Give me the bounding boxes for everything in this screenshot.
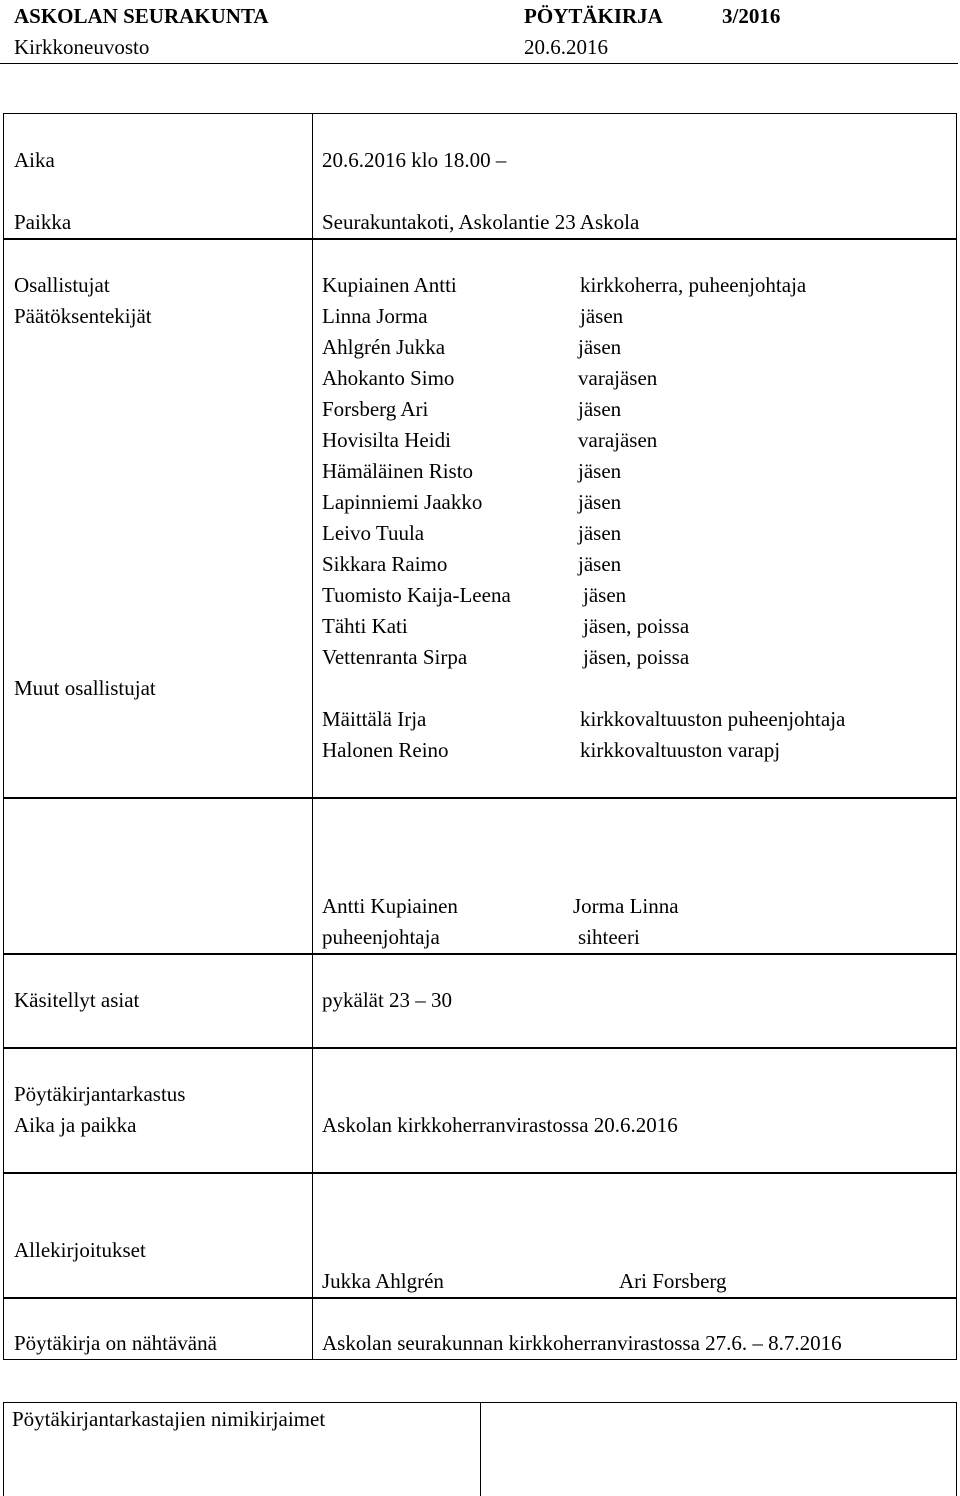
member-role: jäsen, poissa [583,614,690,638]
other-participant-role: kirkkovaltuuston varapj [580,738,781,762]
other-participant-role: kirkkovaltuuston puheenjohtaja [580,707,846,731]
member-role: jäsen [583,583,627,607]
other-participants-label: Muut osallistujat [14,676,156,700]
member-name: Sikkara Raimo [322,552,448,576]
row-separator [3,1047,957,1049]
member-name: Lapinniemi Jaakko [322,490,483,514]
member-name: Forsberg Ari [322,397,429,421]
time-label: Aika [14,148,55,172]
initials-label: Pöytäkirjantarkastajien nimikirjaimet [12,1407,326,1431]
member-role: kirkkoherra, puheenjohtaja [580,273,807,297]
place-label: Paikka [14,210,72,234]
member-role: jäsen [578,521,622,545]
row-separator [3,1297,957,1299]
member-role: jäsen [578,490,622,514]
display-value: Askolan seurakunnan kirkkoherranvirastossa 27.6. – 8.7.2016 [322,1331,842,1355]
review-time-place-label: Aika ja paikka [14,1113,137,1137]
header-rule [0,63,958,64]
doc-number: 3/2016 [722,4,781,28]
signatures-label: Allekirjoitukset [14,1238,146,1262]
signer-name: Jukka Ahlgrén [322,1269,444,1293]
handled-items-label: Käsitellyt asiat [14,988,140,1012]
chair-title: puheenjohtaja [322,925,440,949]
secretary-title: sihteeri [578,925,640,949]
member-name: Ahlgrén Jukka [322,335,446,359]
row-separator [3,953,957,955]
member-role: varajäsen [578,428,658,452]
signer-name: Ari Forsberg [619,1269,727,1293]
participants-label: Osallistujat [14,273,110,297]
member-name: Kupiainen Antti [322,273,457,297]
member-role: jäsen [578,459,622,483]
governing-body: Kirkkoneuvosto [14,35,150,59]
member-role: jäsen [578,397,622,421]
member-role: jäsen, poissa [583,645,690,669]
member-name: Hämäläinen Risto [322,459,474,483]
initials-divider [480,1402,481,1496]
review-label: Pöytäkirjantarkastus [14,1082,186,1106]
member-name: Hovisilta Heidi [322,428,451,452]
member-name: Tähti Kati [322,614,408,638]
member-name: Ahokanto Simo [322,366,455,390]
time-value: 20.6.2016 klo 18.00 – [322,148,507,172]
member-name: Vettenranta Sirpa [322,645,468,669]
member-name: Leivo Tuula [322,521,425,545]
doc-type: PÖYTÄKIRJA [524,4,663,28]
member-role: varajäsen [578,366,658,390]
secretary-name: Jorma Linna [573,894,679,918]
chair-name: Antti Kupiainen [322,894,458,918]
member-role: jäsen [578,335,622,359]
member-name: Linna Jorma [322,304,428,328]
display-label: Pöytäkirja on nähtävänä [14,1331,217,1355]
place-value: Seurakuntakoti, Askolantie 23 Askola [322,210,640,234]
row-separator [3,797,957,799]
header-date: 20.6.2016 [524,35,608,59]
other-participant-name: Mäittälä Irja [322,707,427,731]
org-name: ASKOLAN SEURAKUNTA [14,4,269,28]
member-role: jäsen [578,552,622,576]
row-separator [3,238,957,240]
other-participant-name: Halonen Reino [322,738,449,762]
member-name: Tuomisto Kaija-Leena [322,583,511,607]
review-time-place-value: Askolan kirkkoherranvirastossa 20.6.2016 [322,1113,678,1137]
member-role: jäsen [580,304,624,328]
handled-items-value: pykälät 23 – 30 [322,988,453,1012]
row-separator [3,1172,957,1174]
decision-makers-label: Päätöksentekijät [14,304,152,328]
